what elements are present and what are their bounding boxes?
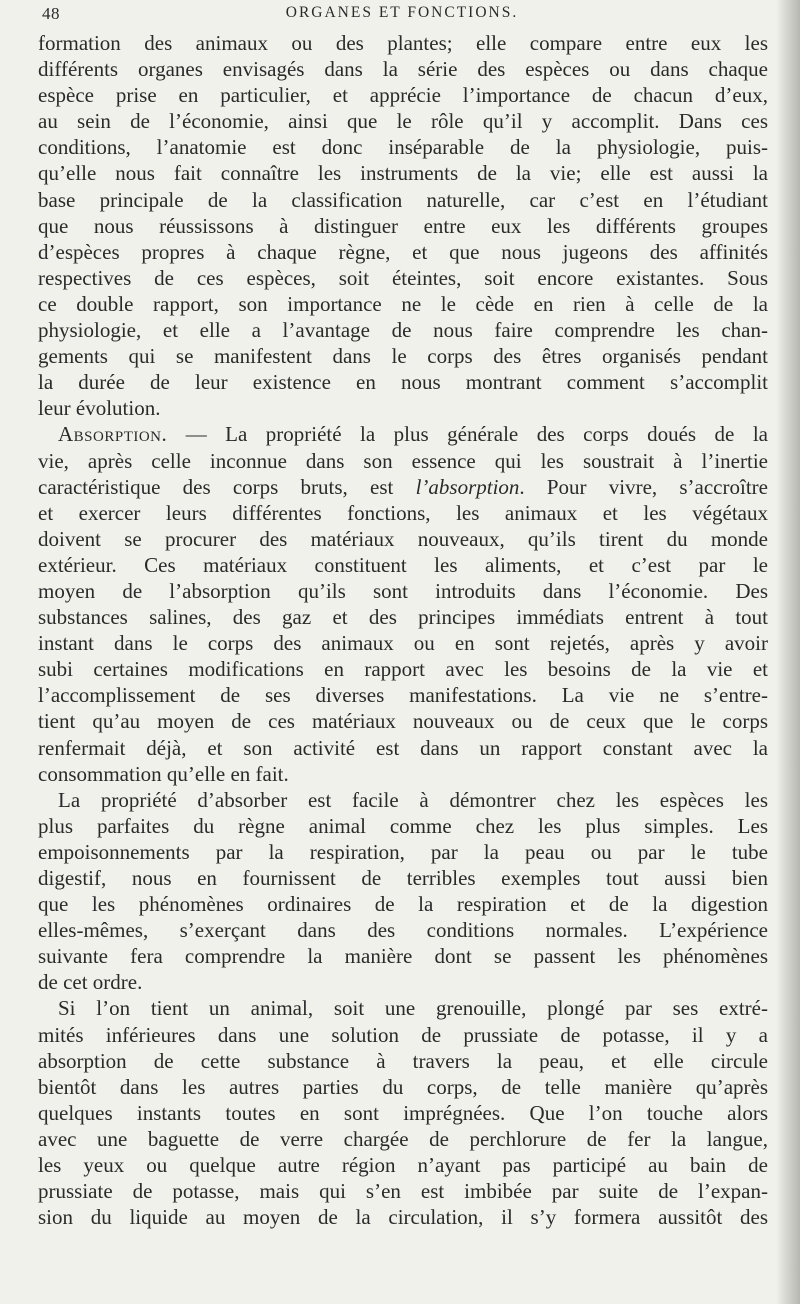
text-line: absorption de cette substance à travers la peau, et elle circule (38, 1048, 768, 1073)
text-line: que nous réussissons à distinguer entre eux les différents groupes (38, 213, 768, 238)
paragraph-absorption (38, 421, 768, 786)
text-line: les yeux ou quelque autre région n’ayant pas participé au bain de (38, 1153, 768, 1178)
text-line: quelques instants toutes en sont imprégnées. Que l’on touche alors (38, 1100, 768, 1125)
text-line: base principale de la classification naturelle, car c’est en l’étudiant (38, 187, 768, 212)
text-line: digestif, nous en fournissent de terribles exemples tout aussi bien (38, 866, 768, 890)
text-line: formation des animaux ou des plantes; elle compare entre eux les (38, 31, 768, 55)
text-line: tient qu’au moyen de ces matériaux nouveaux ou de ceux que le corps (38, 709, 768, 734)
text-line: moyen de l’absorption qu’ils sont introduits dans l’économie. Des (38, 578, 768, 603)
text-line: extérieur. Ces matériaux constituent les aliments, et c’est par le (38, 552, 768, 577)
text-line: plus parfaites du règne animal comme chez les plus simples. Les (38, 813, 768, 838)
text-line: ce double rapport, son importance ne le cède en rien à celle de la (38, 291, 768, 316)
text-line: différents organes envisagés dans la série des espèces ou dans chaque (38, 57, 768, 82)
text-line: d’espèces propres à chaque règne, et que nous jugeons des affinités (38, 239, 768, 264)
running-head: ORGANES ET FONCTIONS. (285, 4, 519, 21)
paragraph-experiment (38, 995, 768, 1230)
text-line: mités inférieures dans une solution de prussiate de potasse, il y a (38, 1022, 768, 1047)
italic-term: l’absorption (415, 474, 520, 499)
text-line: gements qui se manifestent dans le corps des êtres organisés pendant (38, 344, 768, 369)
text-line: empoisonnements par la respiration, par la peau ou par le tube (38, 839, 768, 864)
text-line: bientôt dans les autres parties du corps, de telle manière qu’après (38, 1074, 768, 1099)
text-line: sion du liquide au moyen de la circulation, il s’y formera aussitôt des (38, 1205, 768, 1230)
text-line: que les phénomènes ordinaires de la respiration et de la digestion (38, 892, 768, 917)
text-line: instant dans le corps des animaux ou en sont rejetés, après y avoir (38, 631, 768, 656)
text-line: substances salines, des gaz et des principes immédiats entrent à tout (38, 605, 768, 630)
text-line: et exercer leurs différentes fonctions, les animaux et les végétaux (38, 500, 768, 525)
text-body (38, 30, 768, 1230)
text-line: subi certaines modifications en rapport avec les besoins de la vie et (38, 657, 768, 682)
text-line: Si l’on tient un animal, soit une grenouille, plongé par ses extré- (58, 996, 768, 1021)
text-span: caractéristique des corps bruts, est (38, 474, 416, 499)
text-line: physiologie, et elle a l’avantage de nous faire comprendre les chan- (38, 318, 768, 343)
page-number: 48 (42, 4, 60, 23)
text-line (38, 421, 768, 447)
text-line: de cet ordre. (38, 970, 143, 995)
text-line: La propriété d’absorber est facile à démontrer chez les espèces les (58, 787, 768, 812)
paragraph-anatomy (38, 30, 768, 421)
text-span: — La propriété la plus générale des corps doués de la (167, 422, 768, 447)
text-line: vie, après celle inconnue dans son essence qui les soustrait à l’inertie (38, 448, 768, 473)
text-line: suivante fera comprendre la manière dont se passent les phénomènes (38, 944, 768, 969)
text-line: avec une baguette de verre chargée de perchlorure de fer la langue, (38, 1126, 768, 1151)
text-line: elles-mêmes, s’exerçant dans des conditions normales. L’expérience (38, 918, 768, 943)
text-line: espèce prise en particulier, et apprécie l’importance de chacun d’eux, (38, 83, 768, 108)
page-header (42, 4, 762, 26)
text-line: respectives de ces espèces, soit éteintes, soit encore existantes. Sous (38, 265, 768, 290)
text-line: la durée de leur existence en nous montrant comment s’accomplit (38, 370, 768, 395)
text-line: consommation qu’elle en fait. (38, 761, 289, 786)
text-line: prussiate de potasse, mais qui s’en est imbibée par suite de l’expan- (38, 1179, 768, 1204)
text-line: au sein de l’économie, ainsi que le rôle qu’il y accomplit. Dans ces (38, 109, 768, 134)
text-line: l’accomplissement de ses diverses manifestations. La vie ne s’entre- (38, 683, 768, 708)
paragraph-absorb-property (38, 787, 768, 996)
text-span: . Pour vivre, s’accroître (519, 474, 768, 499)
text-line: doivent se procurer des matériaux nouveaux, qu’ils tirent du monde (38, 526, 768, 551)
text-line: qu’elle nous fait connaître les instruments de la vie; elle est aussi la (38, 161, 768, 186)
text-line: leur évolution. (38, 396, 161, 421)
text-line: renfermait déjà, et son activité est dans un rapport constant avec la (38, 735, 768, 760)
text-line: conditions, l’anatomie est donc inséparable de la physiologie, puis- (38, 135, 768, 160)
text-line (38, 474, 768, 500)
page-edge-shadow (776, 0, 800, 1304)
section-heading-absorption: Absorption. (58, 422, 168, 447)
